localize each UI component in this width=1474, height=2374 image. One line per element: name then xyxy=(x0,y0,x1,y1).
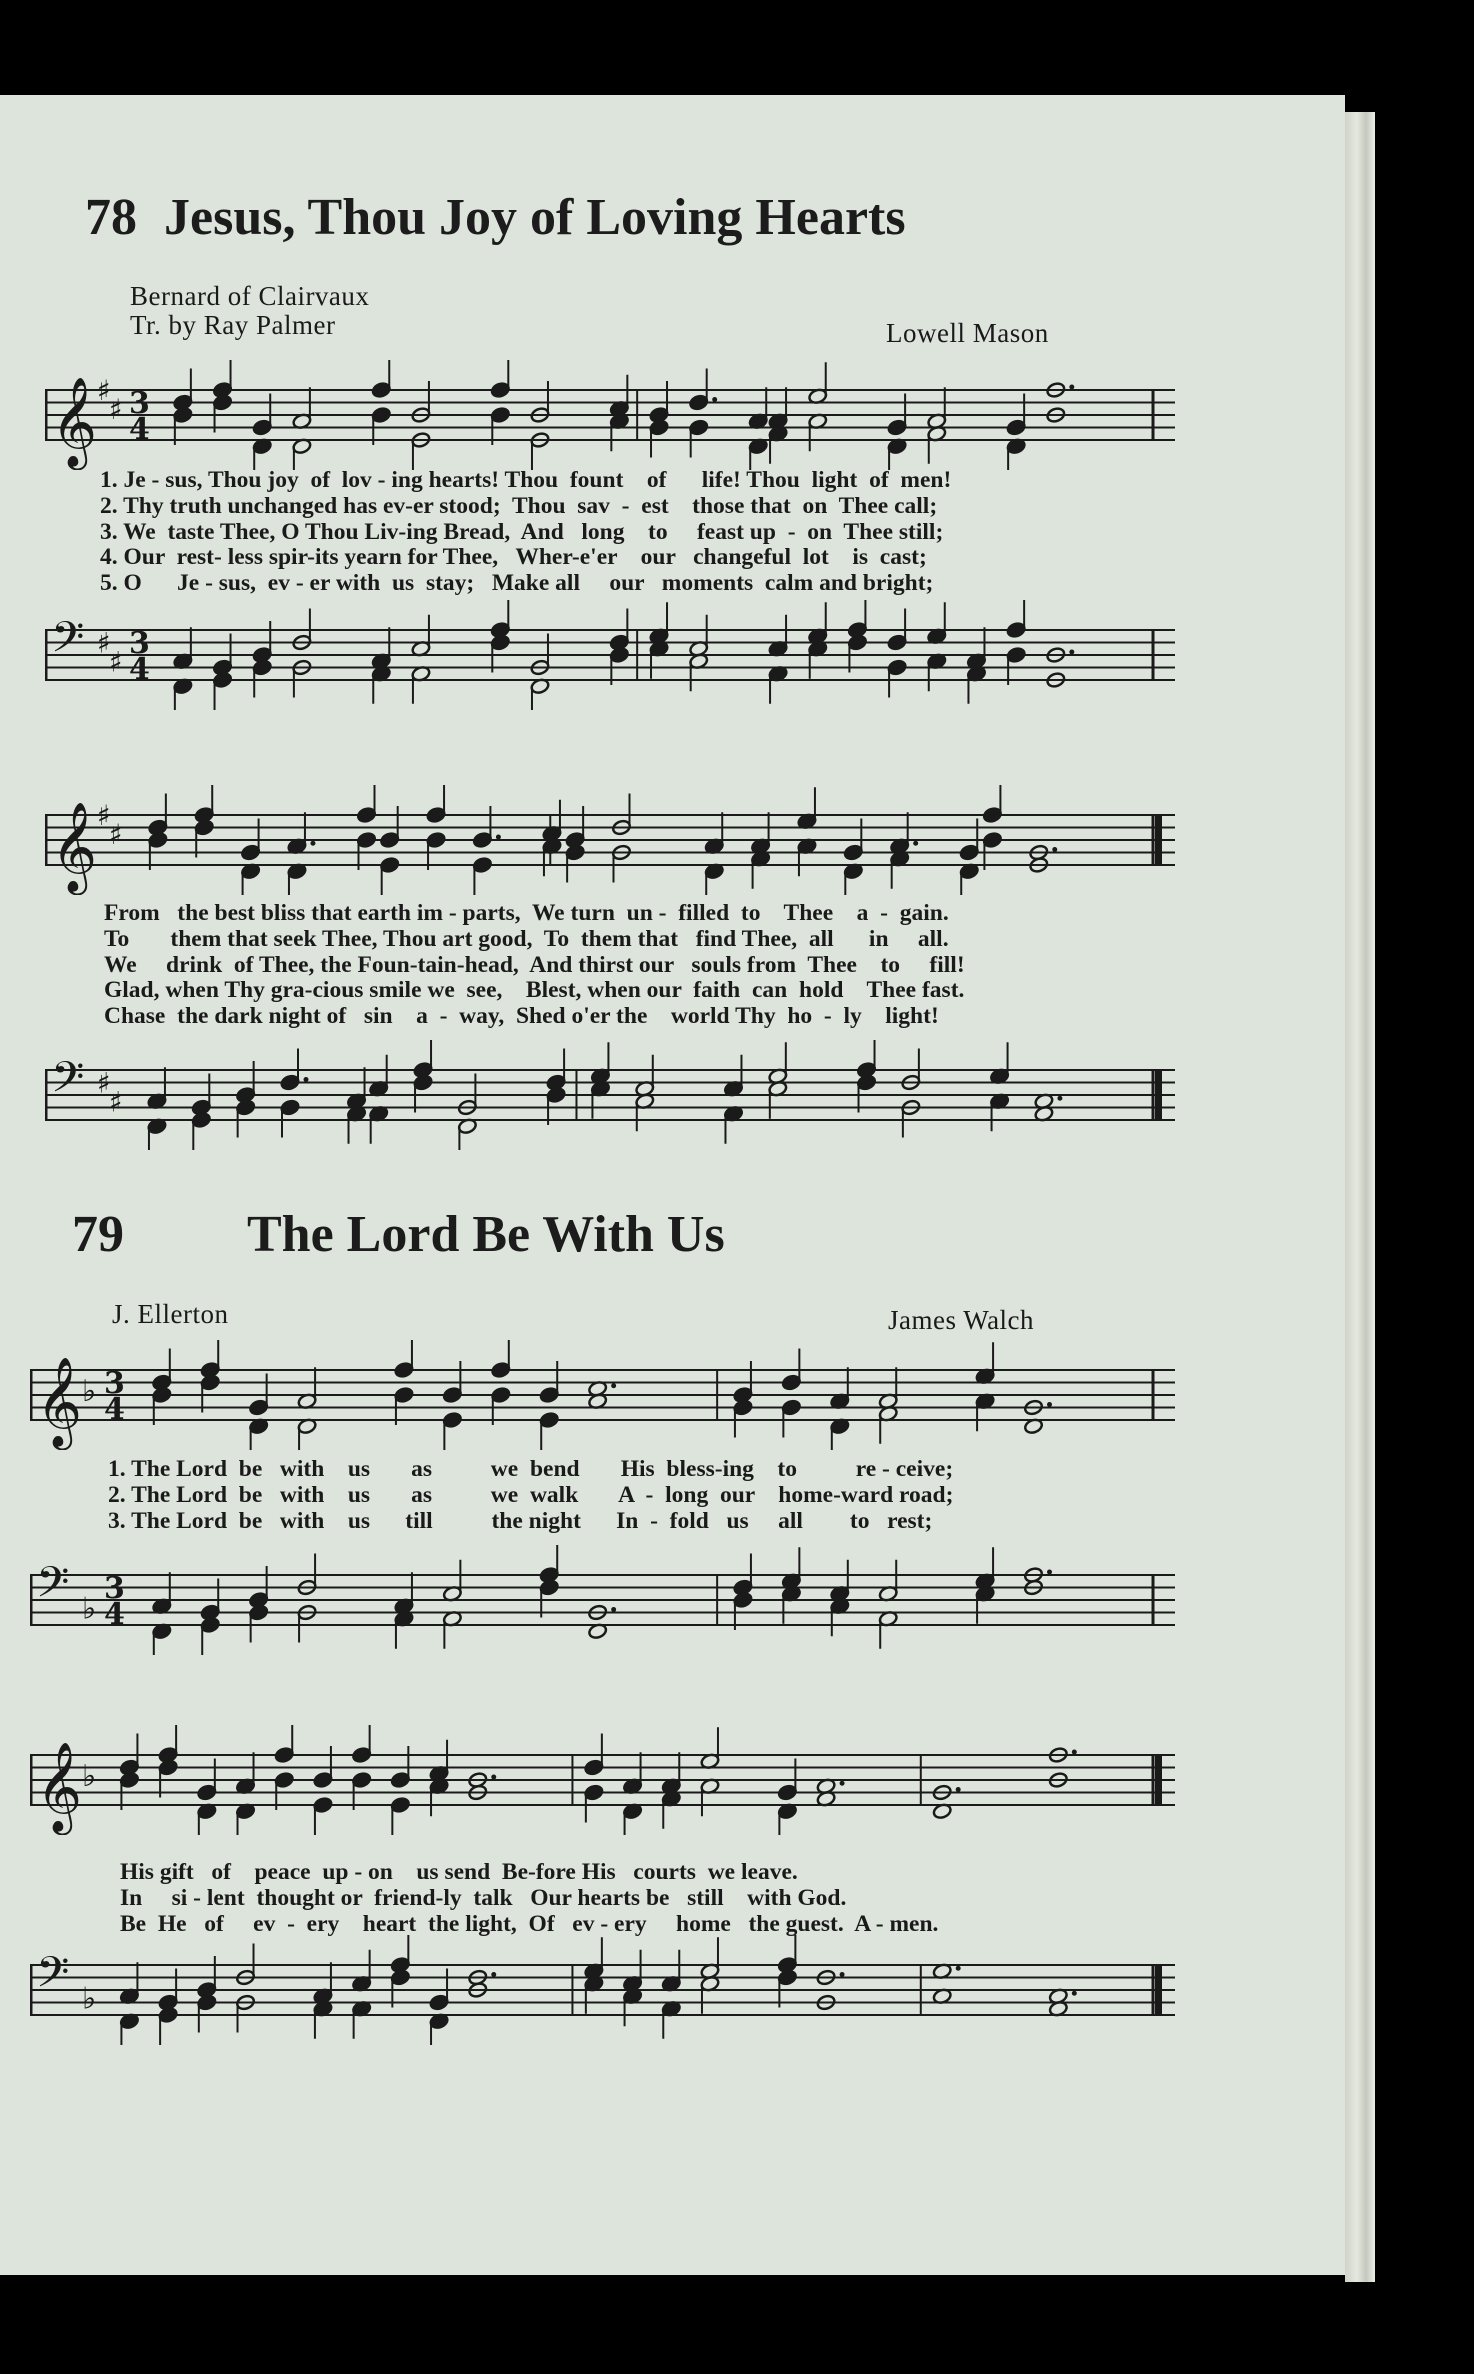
svg-text:𝄢: 𝄢 xyxy=(36,1948,70,2008)
hymn-78-music-credit: Lowell Mason xyxy=(886,318,1049,348)
svg-text:3: 3 xyxy=(129,386,150,421)
lyric-line: Be He of ev - ery heart the light, Of ev - ery home the guest. A - men. xyxy=(120,1910,939,1937)
svg-text:♯: ♯ xyxy=(97,374,111,407)
svg-text:♭: ♭ xyxy=(82,1374,97,1409)
hymn-79-music-credit: James Walch xyxy=(888,1305,1035,1335)
svg-text:♯: ♯ xyxy=(97,799,111,832)
hymn-79-system-1-lyrics xyxy=(108,1457,953,1534)
lyric-line: 4. Our rest- less spir-its yearn for Thee, Wher-e'er our changeful lot is cast; xyxy=(100,544,927,571)
hymn-78-system-2-bass-staff xyxy=(45,1040,1175,1150)
svg-text:𝄞: 𝄞 xyxy=(51,377,98,467)
hymn-78-system-2-lyrics xyxy=(104,901,965,1030)
svg-text:4: 4 xyxy=(129,412,150,447)
lyric-line: Chase the dark night of sin a - way, Shed o'er the world Thy ho - ly light! xyxy=(104,1003,939,1030)
hymn-79-system-1-treble-staff xyxy=(30,1340,1175,1450)
page-edge xyxy=(1345,112,1375,2282)
lyric-line: 3. We taste Thee, O Thou Liv-ing Bread, And long to feast up - on Thee still; xyxy=(100,518,944,545)
hymn-78-title xyxy=(85,188,906,247)
hymn-79-number: 79 xyxy=(72,1206,124,1263)
hymn-78-number: 78 xyxy=(85,189,137,246)
svg-text:♭: ♭ xyxy=(82,1591,97,1627)
hymn-78-system-1-treble-staff xyxy=(45,360,1175,470)
lyric-line: From the best bliss that earth im - parts, We turn un - filled to Thee a - gain. xyxy=(104,900,949,926)
svg-text:4: 4 xyxy=(104,1392,125,1427)
lyric-line: 2. Thy truth unchanged has ev-er stood; Thou sav - est those that on Thee call; xyxy=(100,492,938,519)
svg-text:𝄢: 𝄢 xyxy=(51,613,85,673)
hymn-78-title-text: Jesus, Thou Joy of Loving Hearts xyxy=(164,189,906,246)
svg-text:♭: ♭ xyxy=(82,1981,97,2017)
lyric-line: 1. Je - sus, Thou joy of lov - ing hearts! Thou fount of life! Thou light of men! xyxy=(100,467,952,493)
lyric-line: 1. The Lord be with us as we bend His bless-ing to re - ceive; xyxy=(108,1456,954,1482)
hymn-78-system-2-treble-staff xyxy=(45,785,1175,895)
hymn-78-words-credit: Bernard of Clairvaux xyxy=(130,281,370,311)
lyric-line: His gift of peace up - on us send Be-fore His courts we leave. xyxy=(120,1859,798,1885)
hymn-78-system-1-lyrics xyxy=(100,468,951,597)
hymn-78-translator-credit: Tr. by Ray Palmer xyxy=(130,310,336,340)
lyric-line: 3. The Lord be with us till the night In - fold us all to rest; xyxy=(108,1507,933,1534)
svg-text:♭: ♭ xyxy=(82,1759,97,1794)
hymn-78-system-1-bass-staff xyxy=(45,600,1175,710)
svg-text:♯: ♯ xyxy=(109,817,123,851)
hymn-79-words-credit: J. Ellerton xyxy=(112,1299,229,1329)
lyric-line: 2. The Lord be with us as we walk A - long our home-ward road; xyxy=(108,1481,954,1508)
hymn-79-system-1-bass-staff xyxy=(30,1545,1175,1655)
svg-text:3: 3 xyxy=(104,1366,125,1401)
svg-text:♯: ♯ xyxy=(109,1085,123,1119)
hymn-79-system-2-bass-staff xyxy=(30,1935,1175,2045)
lyric-line: 5. O Je - sus, ev - er with us stay; Make all our moments calm and bright; xyxy=(100,570,934,597)
lyric-line: We drink of Thee, the Foun-tain-head, And thirst our souls from Thee to fill! xyxy=(104,951,965,978)
svg-text:3: 3 xyxy=(104,1571,125,1606)
svg-text:4: 4 xyxy=(104,1597,125,1632)
hymn-79-system-2-treble-staff xyxy=(30,1725,1175,1835)
svg-text:♯: ♯ xyxy=(97,626,111,660)
lyric-line: To them that seek Thee, Thou art good, To them that find Thee, all in all. xyxy=(104,925,949,952)
hymn-79-title-text: The Lord Be With Us xyxy=(247,1206,725,1263)
svg-text:♯: ♯ xyxy=(109,392,123,426)
hymn-79-system-2-lyrics xyxy=(120,1860,938,1937)
lyric-line: Glad, when Thy gra-cious smile we see, Blest, when our faith can hold Thee fast. xyxy=(104,977,965,1004)
svg-text:3: 3 xyxy=(129,626,150,661)
svg-text:𝄞: 𝄞 xyxy=(36,1357,83,1447)
svg-text:♯: ♯ xyxy=(109,645,123,679)
svg-text:♯: ♯ xyxy=(97,1066,111,1100)
svg-text:𝄞: 𝄞 xyxy=(36,1742,83,1832)
hymn-79-title xyxy=(72,1205,725,1264)
svg-text:𝄞: 𝄞 xyxy=(51,802,98,892)
svg-text:𝄢: 𝄢 xyxy=(51,1053,85,1113)
svg-text:4: 4 xyxy=(129,652,150,687)
lyric-line: In si - lent thought or friend-ly talk Our hearts be still with God. xyxy=(120,1884,847,1911)
svg-text:𝄢: 𝄢 xyxy=(36,1558,70,1618)
